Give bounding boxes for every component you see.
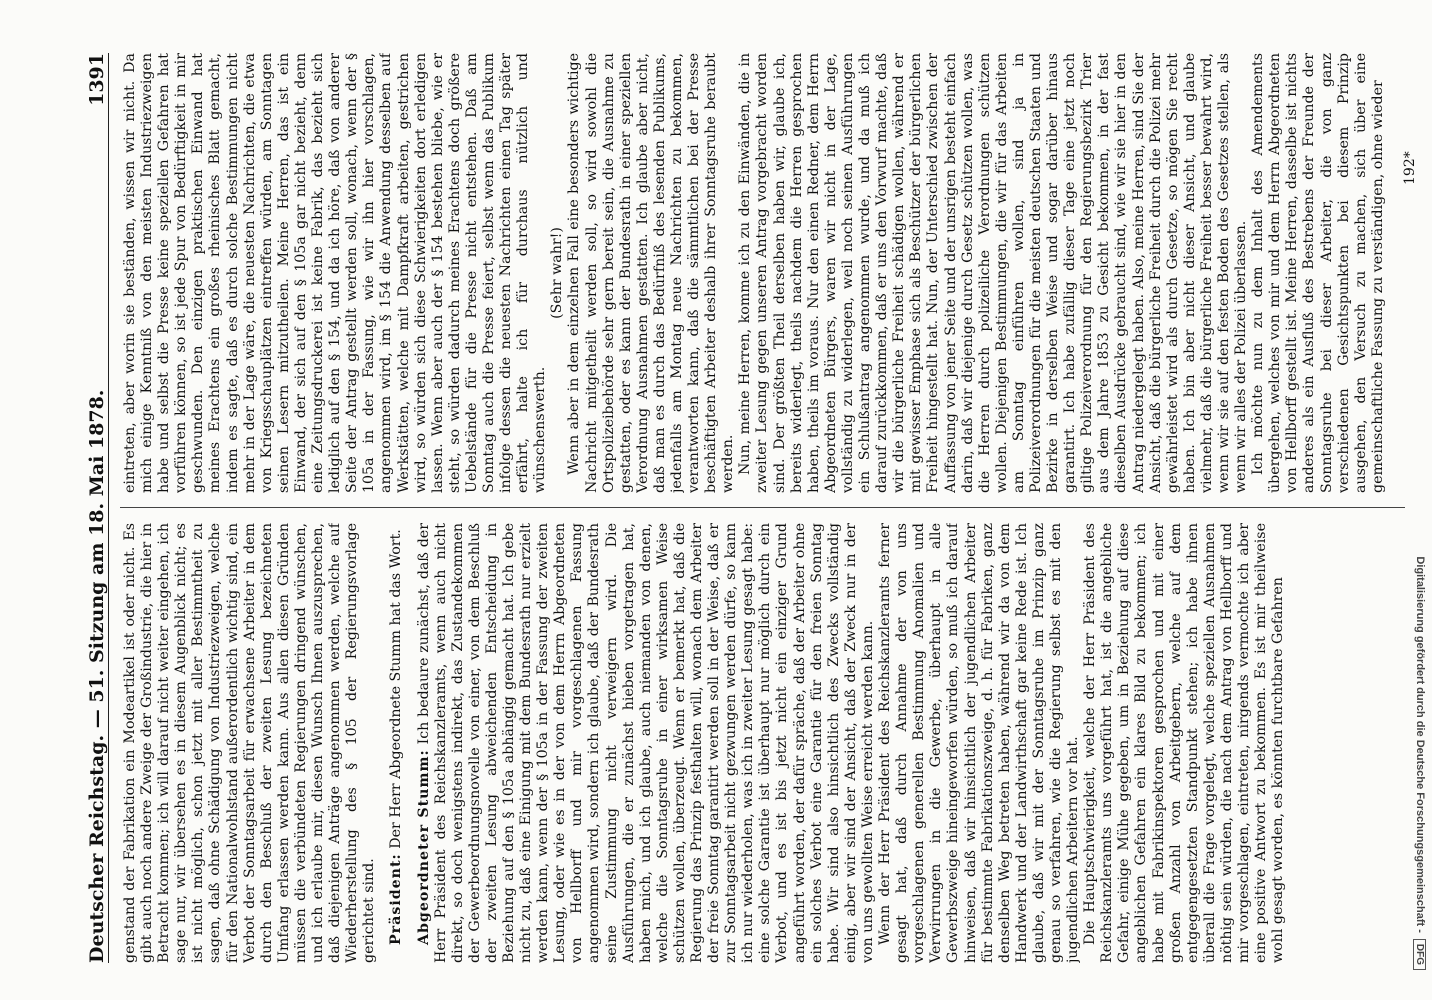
paragraph: Ich möchte nun zu dem Inhalt des Amendements übergehen, welches von mir und dem Herrn Abgeordneten von Hellborff gestellt ist. Meine Herren, dasselbe ist nichts anderes als ein Ausfluß des Bestrebens der Freunde der Sonntagsruhe bei dieser Arbeiter, die von ganz verschiedenen Gesichtspunkten bei diesem Prinzip ausgehen, den Versuch zu machen, sich über eine gemeinschaftliche Fassung zu verständigen, ohne wieder [1250,53,1386,493]
speaker-name: Abgeordneter Stumm: [415,749,432,945]
text-column-right [122,53,1402,493]
text-column-left [122,523,1402,963]
paragraph: Nun, meine Herren, komme ich zu den Einwänden, die in zweiter Lesung gegen unseren Antrag vorgebracht worden sind. Der größten Theil derselben haben wir, glaube ich, bereits widerlegt, theils nachdem die Herren gesprochen haben, theils im voraus. Nur den einen Redner, dem Herrn Abgeordneten Bürgers, waren wir nicht in der Lage, vollständig zu widerlegen, weil noch seinen Ausführungen ein Schlußantrag angenommen wurde, und da muß ich darauf zurückkommen, daß er uns den Vorwurf machte, daß wir die bürgerliche Freiheit schädigen wollen, während er mit gewisser Emphase sich als Beschützer der bürgerlichen Freiheit hingestellt hat. Nun, der Unterschied zwischen der Auffassung von jener Seite und der unsrigen besteht einfach darin, daß wir diejenige durch Gesetz schützen wollen, was die Herren durch polizeiliche Verordnungen schützen wollen. Diejenigen Bestimmungen, die wir für das Arbeiten am Sonntag einführen wollen, sind ja in Polizeiverordnungen für die meisten deutschen Staaten und Bezirke in derselben Weise und sogar darüber hinaus garantirt. Ich habe zufällig dieser Tage eine jetzt noch giltige Polizeiverordnung für den Regierungsbezirk Trier aus dem Jahre 1853 zu Gesicht bekommen, in der fast dieselben Ausdrücke gebraucht sind, wie wir sie hier in den Antrag niedergelegt haben. Also, meine Herren, sind Sie der Ansicht, daß die bürgerliche Freiheit durch die Polizei mehr gewährleistet wird als durch Gesetze, so mögen Sie recht haben. Ich bin aber nicht dieser Ansicht, und glaube vielmehr, daß die bürgerliche Freiheit besser bewahrt wird, wenn wir sie auf den festen Boden des Gesetzes stellen, als wenn wir alles der Polizei überlassen. [737,53,1250,493]
paragraph: Wenn aber in dem einzelnen Fall eine besonders wichtige Nachricht mitgetheilt werden soll, so wird sowohl die Ortspolizeibehörde sehr gern bereit sein, die Ausnahme zu gestatten, oder es kann der Bundesrath in einer speziellen Verordnung Ausnahmen gestatten. Ich glaube aber nicht, daß man es durch das Bedürfniß des lesenden Publikums, jedenfalls am Montag neue Nachrichten zu bekommen, verantworten kann, daß die sämmtlichen bei der Presse beschäftigten Arbeiter deshalb ihrer Sonntagsruhe beraubt werden. [566,53,737,493]
paragraph: Die Hauptschwierigkeit, welche der Herr Präsident des Reichskanzleramts uns vorgeführt hat, ist die angebliche Gefahr, einige Mühe gegeben, um in Beziehung auf diese angeblichen Gefahren ein klares Bild zu bekommen; ich habe mit Fabrikinspektoren gesprochen und mit einer großen Anzahl von Arbeitgebern, welche auf dem entgegengesetzten Standpunkt stehen; ich habe ihnen überall die Frage vorgelegt, welche speziellen Ausnahmen nöthig sein würden, die nach dem Antrag von Hellborff und mir vorgeschlagen, eintreten, nirgends vermochte ich aber eine positive Antwort zu bekommen. Es ist mir theilweise wohl gesagt worden, es könnten furchtbare Gefahren [1082,523,1287,963]
speaker-paragraph [416,523,878,963]
paragraph: Wenn der Herr Präsident des Reichskanzleramts ferner gesagt hat, daß durch Annahme der von uns vorgeschlagenen generellen Bestimmung Anomalien und Verwirrungen in die Gewerbe, überhaupt in alle Gewerbszweige hineingeworfen würden, so muß ich darauf hinweisen, daß wir hinsichtlich der jugendlichen Arbeiter für bestimmte Fabrikationszweige, d. h. für Fabriken, ganz denselben Weg betreten haben, während wir da von dem Handwerk und der Landwirthschaft gar keine Rede ist. Ich glaube, daß wir mit der Sonntagsruhe im Prinzip ganz genau so verfahren, wie die Regierung selbst es mit den jugendlichen Arbeitern vor hat. [877,523,1082,963]
digitization-credit [1410,30,1430,970]
credit-text: Digitalisierung gefördert durch die Deutsche Forschungsgemeinschaft - [1414,556,1426,933]
page-number: 1391 [86,53,108,106]
paragraph: eintreten, aber worin sie beständen, wissen wir nicht. Da mich einige Kenntniß von den meisten Industriezweigen habe und selbst die Presse keine speziellen Gefahren hat vorführen können, so ist jede Spur von Bedürftigkeit in mir geschwunden. Den einzigen praktischen Einwand hat meines Erachtens ein großes rheinisches Blatt gemacht, indem es sagte, daß es durch solche Bestimmungen nicht mehr in der Lage wäre, die neuesten Nachrichten, die etwa von Kriegsschauplätzen eintreffen würden, am Sonntagen seinen Lesern mitzutheilen. Meine Herren, das ist ein Einwand, der sich auf den § 105a gar nicht bezieht, denn eine Zeitungsdruckerei ist keine Fabrik, das bezieht sich lediglich auf den § 154, und da ich höre, daß von anderer Seite der Antrag gestellt werden soll, wonach, wenn der § 105a in der Fassung, wie wir ihn hier vorschlagen, angenommen wird, im § 154 die Anwendung desselben auf Werkstätten, welche mit Dampfkraft arbeiten, gestrichen wird, so würden sich diese Schwierigkeiten dort erledigen lassen. Wenn aber auch der § 154 bestehen bliebe, wie er steht, so würden dadurch meines Erachtens doch größere Uebelstände für die Presse nicht entstehen. Daß am Sonntag auch die Presse feiert, selbst wenn das Publikum infolge dessen die neuesten Nachrichten einen Tag später erfährt, halte ich für durchaus nützlich und wünschenswerth. [122,53,549,493]
page-header [78,53,109,963]
speech-text: Ich bedaure zunächst, daß der Herr Präsident des Reichskanzleramts, wenn auch nicht direkt, so doch wenigstens indirekt, das Zustandekommen der Gewerbeordnungsnovelle von einer, von dem Beschluß der zweiten Lesung abweichenden Entscheidung in Beziehung auf den § 105a abhängig gemacht hat. Ich gebe nicht zu, daß eine Einigung mit dem Bundesrath nur erzielt werden kann, wenn der § 105a in der Fassung der zweiten Lesung, oder wie es in der von dem Herrn Abgeordneten von Hellborff und mir vorgeschlagenen Fassung angenommen wird, sondern ich glaube, daß der Bundesrath seine Zustimmung nicht verweigern wird. Die Ausführungen, die er zunächst hieben vorgetragen hat, haben mich, und ich glaube, auch niemanden von denen, welche die Sonntagsruhe in einer wirksamen Weise schützen wollen, überzeugt. Wenn er bemerkt hat, daß die Regierung das Prinzip festhalten will, wonach dem Arbeiter der freie Sonntag garantirt werden soll in der Weise, daß er zur Sonntagsarbeit nicht gezwungen werden dürfe, so kann ich nur wiederholen, was ich in zweiter Lesung gesagt habe: eine solche Garantie ist überhaupt nur möglich durch ein Verbot, und es ist bis jetzt nicht ein einziger Grund angeführt worden, der dafür spräche, daß der Arbeiter ohne ein solches Verbot eine Garantie für den freien Sonntag habe. Wir sind also hinsichtlich des Zwecks vollständig einig, aber wir sind der Ansicht, daß der Zweck nur in der von uns gewollten Weise erreicht werden kann. [415,523,876,963]
speech-text: Der Herr Abgeordnete Stumm hat das Wort. [388,529,405,849]
header-title: Deutscher Reichstag. — 51. Sitzung am 18. Mai 1878. [86,389,108,963]
paragraph: genstand der Fabrikation ein Modeartikel ist oder nicht. Es gibt auch noch andere Zweige der Großindustrie, die hier in Betracht kommen; ich will darauf nicht weiter eingehen, ich sage nur, wir übersehen es in diesem Augenblick nicht; es ist nicht möglich, schon jetzt mit aller Bestimmtheit zu sagen, daß ohne Schädigung von Industriezweigen, welche für den Nationalwohlstand außerordentlich wichtig sind, ein Verbot der Sonntagsarbeit für erwachsene Arbeiter in dem durch den Beschluß der zweiten Lesung bezeichneten Umfang erlassen werden kann. Aus allen diesen Gründen müssen die verbündeten Regierungen dringend wünschen, und ich erlaube mir, diesen Wunsch Ihnen auszusprechen, daß diejenigen Anträge angenommen werden, welche auf Wiederherstellung des § 105 der Regierungsvorlage gerichtet sind. [122,523,378,963]
rotated-page-content [60,25,1432,985]
speaker-name: Präsident: [388,853,405,945]
signature-mark: 192* [1402,151,1418,185]
dfg-logo: DFG [1414,939,1427,970]
audience-reaction: (Sehr wahr!) [549,227,566,319]
column-divider [120,507,1405,508]
speaker-paragraph [388,523,405,963]
